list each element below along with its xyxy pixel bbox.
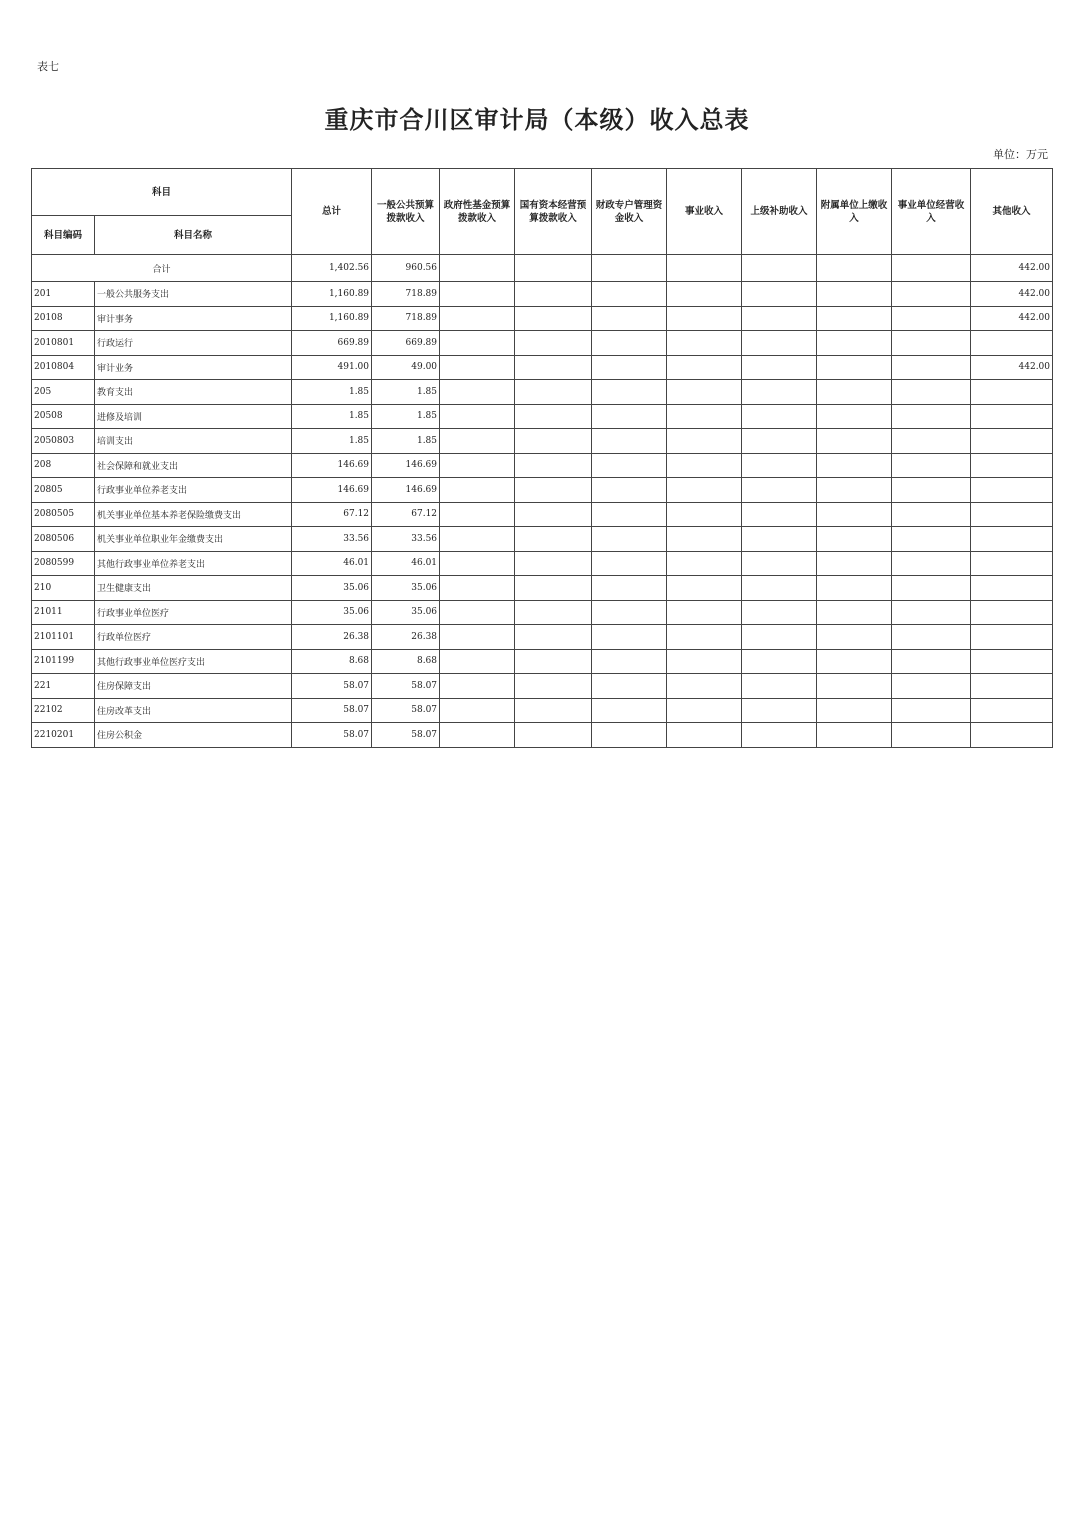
header-affiliated: 附属单位上缴收入 [817,169,892,255]
header-state-capital: 国有资本经营预算拨款收入 [515,169,592,255]
cell-other: 442.00 [971,306,1053,331]
cell-name: 培训支出 [95,429,292,454]
cell-code: 20108 [32,306,95,331]
cell-total: 35.06 [292,600,372,625]
cell-general: 46.01 [372,551,440,576]
cell-other: 442.00 [971,282,1053,307]
cell-total: 35.06 [292,576,372,601]
cell-other [971,649,1053,674]
cell-general: 58.07 [372,674,440,699]
cell-other [971,576,1053,601]
cell-other: 442.00 [971,355,1053,380]
cell-code: 210 [32,576,95,601]
total-total: 1,402.56 [292,255,372,282]
income-summary-table [31,168,1053,748]
cell-general: 35.06 [372,576,440,601]
cell-code: 2050803 [32,429,95,454]
cell-total: 58.07 [292,723,372,748]
cell-total: 1.85 [292,429,372,454]
cell-name: 审计业务 [95,355,292,380]
table-row [32,723,1053,748]
cell-other [971,502,1053,527]
cell-name: 审计事务 [95,306,292,331]
cell-name: 行政运行 [95,331,292,356]
cell-other [971,674,1053,699]
cell-other [971,527,1053,552]
cell-general: 1.85 [372,404,440,429]
cell-total: 1,160.89 [292,282,372,307]
table-row [32,551,1053,576]
cell-code: 2080599 [32,551,95,576]
cell-general: 1.85 [372,429,440,454]
cell-name: 机关事业单位基本养老保险缴费支出 [95,502,292,527]
cell-general: 1.85 [372,380,440,405]
cell-code: 208 [32,453,95,478]
cell-code: 2101199 [32,649,95,674]
cell-code: 20508 [32,404,95,429]
header-total: 总计 [292,169,372,255]
cell-code: 2101101 [32,625,95,650]
cell-general: 35.06 [372,600,440,625]
cell-other [971,723,1053,748]
cell-other [971,429,1053,454]
header-name: 科目名称 [95,216,292,255]
cell-other [971,404,1053,429]
cell-name: 行政单位医疗 [95,625,292,650]
header-code: 科目编码 [32,216,95,255]
header-general-budget: 一般公共预算拨款收入 [372,169,440,255]
cell-general: 718.89 [372,282,440,307]
cell-total: 8.68 [292,649,372,674]
table-row [32,600,1053,625]
cell-name: 一般公共服务支出 [95,282,292,307]
header-business: 事业收入 [667,169,742,255]
table-row [32,331,1053,356]
cell-general: 26.38 [372,625,440,650]
header-gov-fund: 政府性基金预算拨款收入 [440,169,515,255]
cell-general: 33.56 [372,527,440,552]
table-row [32,698,1053,723]
cell-total: 58.07 [292,698,372,723]
cell-general: 58.07 [372,698,440,723]
cell-general: 67.12 [372,502,440,527]
cell-total: 1,160.89 [292,306,372,331]
table-row [32,625,1053,650]
cell-other [971,551,1053,576]
cell-name: 住房公积金 [95,723,292,748]
unit-label: 单位：万元 [993,148,1048,161]
cell-code: 22102 [32,698,95,723]
cell-code: 201 [32,282,95,307]
total-general: 960.56 [372,255,440,282]
cell-total: 669.89 [292,331,372,356]
cell-other [971,331,1053,356]
cell-code: 2010804 [32,355,95,380]
table-row [32,355,1053,380]
table-row [32,527,1053,552]
header-other: 其他收入 [971,169,1053,255]
cell-name: 机关事业单位职业年金缴费支出 [95,527,292,552]
cell-total: 146.69 [292,478,372,503]
table-row [32,453,1053,478]
cell-code: 221 [32,674,95,699]
table-row [32,649,1053,674]
cell-code: 205 [32,380,95,405]
cell-other [971,698,1053,723]
cell-general: 49.00 [372,355,440,380]
cell-name: 其他行政事业单位养老支出 [95,551,292,576]
table-row [32,576,1053,601]
table-row [32,404,1053,429]
cell-name: 住房改革支出 [95,698,292,723]
header-subject: 科目 [32,169,292,216]
table-row [32,478,1053,503]
cell-name: 社会保障和就业支出 [95,453,292,478]
cell-name: 住房保障支出 [95,674,292,699]
cell-other [971,625,1053,650]
cell-general: 718.89 [372,306,440,331]
cell-name: 行政事业单位医疗 [95,600,292,625]
cell-total: 33.56 [292,527,372,552]
cell-code: 2010801 [32,331,95,356]
cell-total: 1.85 [292,380,372,405]
cell-name: 行政事业单位养老支出 [95,478,292,503]
total-other: 442.00 [971,255,1053,282]
table-row [32,282,1053,307]
cell-name: 教育支出 [95,380,292,405]
cell-code: 2210201 [32,723,95,748]
cell-total: 58.07 [292,674,372,699]
header-operation: 事业单位经营收入 [892,169,971,255]
cell-total: 1.85 [292,404,372,429]
cell-code: 2080506 [32,527,95,552]
cell-total: 26.38 [292,625,372,650]
cell-name: 进修及培训 [95,404,292,429]
cell-code: 2080505 [32,502,95,527]
cell-other [971,478,1053,503]
table-row [32,380,1053,405]
cell-general: 146.69 [372,478,440,503]
header-subsidy: 上级补助收入 [742,169,817,255]
table-row [32,674,1053,699]
cell-total: 46.01 [292,551,372,576]
header-special-fund: 财政专户管理资金收入 [592,169,667,255]
total-row [32,255,1053,282]
table-row [32,306,1053,331]
cell-total: 146.69 [292,453,372,478]
cell-total: 67.12 [292,502,372,527]
cell-general: 669.89 [372,331,440,356]
cell-total: 491.00 [292,355,372,380]
cell-general: 58.07 [372,723,440,748]
cell-code: 20805 [32,478,95,503]
cell-name: 卫生健康支出 [95,576,292,601]
cell-name: 其他行政事业单位医疗支出 [95,649,292,674]
total-label: 合计 [32,255,292,282]
page-title: 重庆市合川区审计局（本级）收入总表 [324,105,750,134]
cell-other [971,453,1053,478]
table-number: 表七 [37,60,59,73]
cell-other [971,600,1053,625]
cell-other [971,380,1053,405]
table-row [32,502,1053,527]
cell-code: 21011 [32,600,95,625]
table-row [32,429,1053,454]
cell-general: 146.69 [372,453,440,478]
cell-general: 8.68 [372,649,440,674]
